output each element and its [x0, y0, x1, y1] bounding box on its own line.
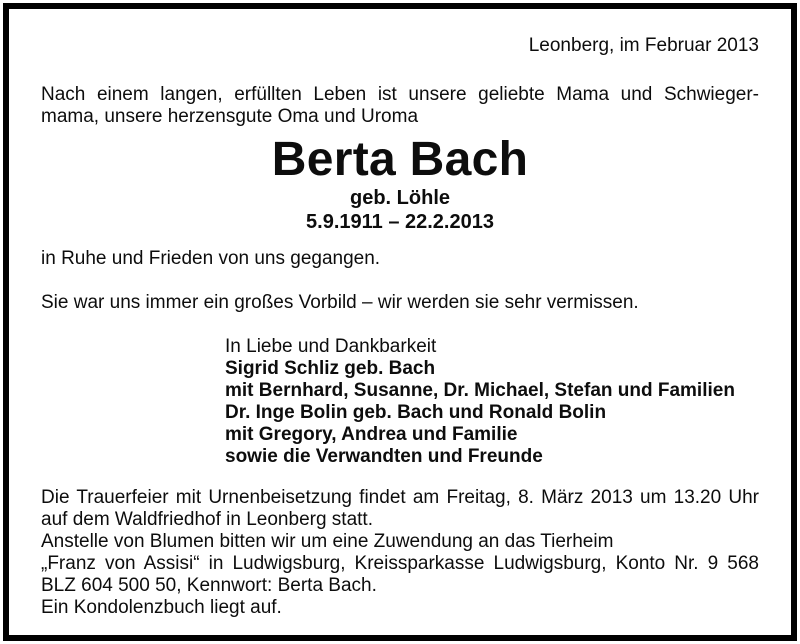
- life-dates: 5.9.1911 – 22.2.2013: [306, 211, 494, 233]
- mourner-line: Sigrid Schliz geb. Bach: [225, 358, 436, 379]
- mourner-line: sowie die Verwandten und Freunde: [225, 446, 543, 467]
- dateline: Leonberg, im Februar 2013: [528, 35, 759, 56]
- mourner-line: mit Gregory, Andrea und Familie: [225, 424, 518, 445]
- notice-frame: [3, 3, 797, 641]
- funeral-line-5: BLZ 604 500 50, Kennwort: Berta Bach.: [41, 575, 377, 596]
- intro-line-1: Nach einem langen, erfüllten Leben ist unsere geliebte Mama und Schwieger-: [41, 84, 759, 105]
- passing-line: in Ruhe und Frieden von uns gegangen.: [41, 248, 381, 269]
- mourners-block: [225, 336, 759, 468]
- mourner-line: mit Bernhard, Susanne, Dr. Michael, Stefan und Familien: [225, 380, 735, 401]
- intro-line-2: mama, unsere herzensgute Oma und Uroma: [41, 106, 419, 127]
- funeral-line-4: „Franz von Assisi“ in Ludwigsburg, Kreissparkasse Ludwigsburg, Konto Nr. 9 568: [41, 553, 759, 574]
- birth-name: geb. Löhle: [350, 187, 450, 209]
- deceased-block: [41, 134, 759, 234]
- funeral-line-3: Anstelle von Blumen bitten wir um eine Zuwendung an das Tierheim: [41, 531, 614, 552]
- tribute-line: Sie war uns immer ein großes Vorbild – wir werden sie sehr vermissen.: [41, 292, 639, 313]
- funeral-line-1: Die Trauerfeier mit Urnenbeisetzung findet am Freitag, 8. März 2013 um 13.20 Uhr: [41, 487, 759, 508]
- mourner-line: Dr. Inge Bolin geb. Bach und Ronald Bolin: [225, 402, 607, 423]
- deceased-name: Berta Bach: [271, 133, 529, 186]
- funeral-block: [41, 487, 759, 619]
- funeral-line-2: auf dem Waldfriedhof in Leonberg statt.: [41, 509, 373, 530]
- mourners-intro: In Liebe und Dankbarkeit: [225, 336, 437, 357]
- funeral-line-6: Ein Kondolenzbuch liegt auf.: [41, 597, 282, 618]
- intro-paragraph: [41, 84, 759, 128]
